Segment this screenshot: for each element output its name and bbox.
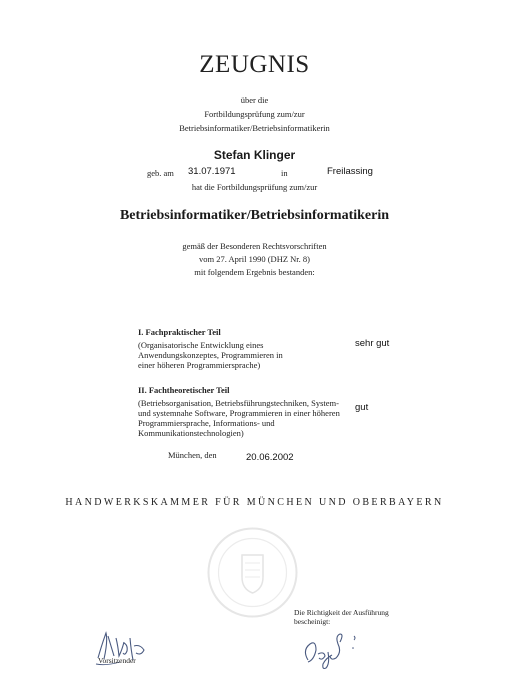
regulation-line-2: vom 27. April 1990 (DHZ Nr. 8) xyxy=(199,254,310,264)
section-heading: II. Fachtheoretischer Teil xyxy=(138,385,230,395)
certification-line-2: bescheinigt: xyxy=(294,617,331,626)
certifier-signature-icon xyxy=(298,630,378,675)
certification-line-1: Die Richtigkeit der Ausführung xyxy=(294,608,389,617)
regulation-line-3: mit folgendem Ergebnis bestanden: xyxy=(194,267,315,277)
exam-section-theoretical xyxy=(138,385,353,438)
intro-line-1: über die xyxy=(240,95,269,105)
born-label: geb. am xyxy=(147,168,174,178)
section-heading: I. Fachpraktischer Teil xyxy=(138,327,221,337)
exam-section-practical xyxy=(138,327,298,370)
issue-date: 20.06.2002 xyxy=(246,452,294,463)
birth-date: 31.07.1971 xyxy=(188,166,236,177)
candidate-name: Stefan Klinger xyxy=(213,148,296,162)
grade-practical: sehr gut xyxy=(355,338,390,349)
chair-label: Vorsitzender xyxy=(98,656,136,665)
issuing-chamber: HANDWERKSKAMMER FÜR MÜNCHEN UND OBERBAYERN xyxy=(65,497,444,508)
embossed-seal-icon xyxy=(205,525,300,620)
grade-theoretical: gut xyxy=(355,402,369,413)
section-description: (Organisatorische Entwicklung eines Anwendungskonzeptes, Programmieren in einer höheren Programmiersprache) xyxy=(138,340,283,370)
intro-line-2: Fortbildungsprüfung zum/zur xyxy=(204,109,305,119)
place-date-label: München, den xyxy=(168,450,217,460)
section-description: (Betriebsorganisation, Betriebsführungstechniken, System- und systemnahe Software, Programmieren in einer höheren Programmiersprache, Informations- und Kommunikationstechnologien) xyxy=(138,398,340,438)
profession-title: Betriebsinformatiker/Betriebsinformatikerin xyxy=(119,208,390,223)
regulation-line-1: gemäß der Besonderen Rechtsvorschriften xyxy=(182,241,327,251)
intro-line-3: Betriebsinformatiker/Betriebsinformatikerin xyxy=(179,123,330,133)
document-title: ZEUGNIS xyxy=(199,51,310,78)
in-label: in xyxy=(281,168,288,178)
passed-line: hat die Fortbildungsprüfung zum/zur xyxy=(191,182,318,192)
birth-place: Freilassing xyxy=(327,166,373,177)
